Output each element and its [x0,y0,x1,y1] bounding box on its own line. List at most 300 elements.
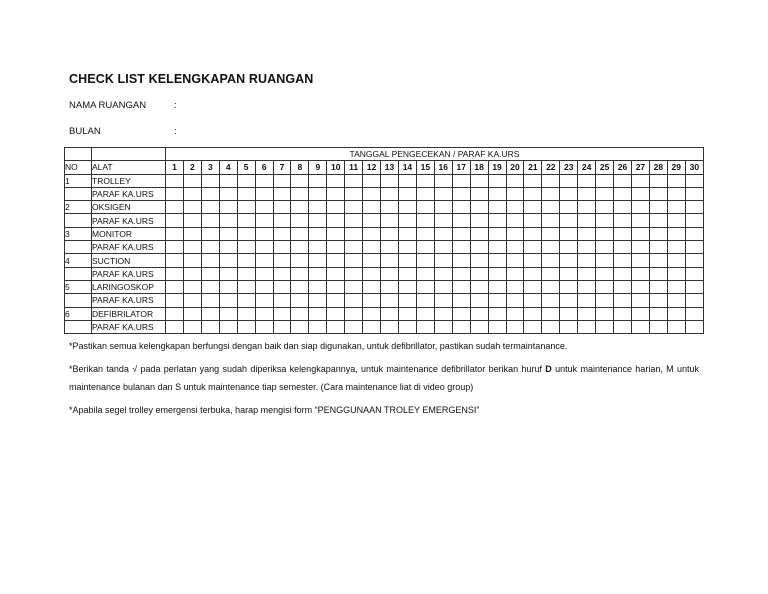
check-cell[interactable] [649,201,667,214]
check-cell[interactable] [667,280,685,293]
check-cell[interactable] [381,187,399,200]
check-cell[interactable] [219,254,237,267]
check-cell[interactable] [345,241,363,254]
check-cell[interactable] [416,214,434,227]
check-cell[interactable] [506,267,524,280]
check-cell[interactable] [327,227,345,240]
check-cell[interactable] [578,320,596,333]
check-cell[interactable] [327,320,345,333]
check-cell[interactable] [649,241,667,254]
check-cell[interactable] [488,320,506,333]
check-cell[interactable] [183,307,201,320]
check-cell[interactable] [398,294,416,307]
check-cell[interactable] [667,174,685,187]
check-cell[interactable] [649,254,667,267]
check-cell[interactable] [452,294,470,307]
check-cell[interactable] [255,241,273,254]
check-cell[interactable] [166,254,184,267]
check-cell[interactable] [273,254,291,267]
check-cell[interactable] [506,227,524,240]
check-cell[interactable] [631,227,649,240]
check-cell[interactable] [560,307,578,320]
check-cell[interactable] [596,254,614,267]
check-cell[interactable] [273,320,291,333]
check-cell[interactable] [506,307,524,320]
check-cell[interactable] [667,241,685,254]
check-cell[interactable] [488,174,506,187]
check-cell[interactable] [416,294,434,307]
check-cell[interactable] [309,174,327,187]
check-cell[interactable] [237,294,255,307]
check-cell[interactable] [560,280,578,293]
check-cell[interactable] [219,227,237,240]
check-cell[interactable] [345,214,363,227]
check-cell[interactable] [201,267,219,280]
check-cell[interactable] [166,241,184,254]
check-cell[interactable] [524,320,542,333]
check-cell[interactable] [667,201,685,214]
check-cell[interactable] [166,201,184,214]
check-cell[interactable] [327,254,345,267]
check-cell[interactable] [273,187,291,200]
check-cell[interactable] [273,280,291,293]
check-cell[interactable] [291,294,309,307]
check-cell[interactable] [488,254,506,267]
check-cell[interactable] [524,241,542,254]
check-cell[interactable] [506,241,524,254]
check-cell[interactable] [524,254,542,267]
check-cell[interactable] [398,307,416,320]
check-cell[interactable] [578,294,596,307]
check-cell[interactable] [345,187,363,200]
check-cell[interactable] [201,241,219,254]
check-cell[interactable] [255,187,273,200]
check-cell[interactable] [237,187,255,200]
check-cell[interactable] [614,201,632,214]
check-cell[interactable] [452,174,470,187]
check-cell[interactable] [685,214,703,227]
check-cell[interactable] [255,294,273,307]
check-cell[interactable] [542,214,560,227]
check-cell[interactable] [452,320,470,333]
check-cell[interactable] [273,294,291,307]
check-cell[interactable] [201,307,219,320]
check-cell[interactable] [291,254,309,267]
check-cell[interactable] [345,294,363,307]
check-cell[interactable] [219,267,237,280]
check-cell[interactable] [596,241,614,254]
check-cell[interactable] [309,201,327,214]
check-cell[interactable] [685,174,703,187]
check-cell[interactable] [596,187,614,200]
check-cell[interactable] [470,267,488,280]
check-cell[interactable] [488,294,506,307]
check-cell[interactable] [291,214,309,227]
check-cell[interactable] [416,254,434,267]
check-cell[interactable] [416,201,434,214]
check-cell[interactable] [237,280,255,293]
check-cell[interactable] [506,201,524,214]
check-cell[interactable] [614,187,632,200]
check-cell[interactable] [166,280,184,293]
check-cell[interactable] [416,241,434,254]
check-cell[interactable] [291,201,309,214]
check-cell[interactable] [452,267,470,280]
check-cell[interactable] [542,307,560,320]
check-cell[interactable] [649,267,667,280]
check-cell[interactable] [183,201,201,214]
check-cell[interactable] [381,267,399,280]
check-cell[interactable] [631,267,649,280]
check-cell[interactable] [434,174,452,187]
check-cell[interactable] [614,294,632,307]
check-cell[interactable] [596,267,614,280]
check-cell[interactable] [201,174,219,187]
check-cell[interactable] [631,187,649,200]
check-cell[interactable] [596,280,614,293]
check-cell[interactable] [166,187,184,200]
check-cell[interactable] [219,214,237,227]
check-cell[interactable] [542,227,560,240]
check-cell[interactable] [327,280,345,293]
check-cell[interactable] [685,280,703,293]
check-cell[interactable] [560,241,578,254]
check-cell[interactable] [578,227,596,240]
check-cell[interactable] [506,187,524,200]
check-cell[interactable] [416,227,434,240]
check-cell[interactable] [219,280,237,293]
check-cell[interactable] [685,227,703,240]
check-cell[interactable] [524,214,542,227]
check-cell[interactable] [273,241,291,254]
check-cell[interactable] [363,214,381,227]
check-cell[interactable] [381,307,399,320]
check-cell[interactable] [237,214,255,227]
check-cell[interactable] [452,201,470,214]
check-cell[interactable] [327,201,345,214]
check-cell[interactable] [470,174,488,187]
check-cell[interactable] [255,227,273,240]
check-cell[interactable] [560,227,578,240]
check-cell[interactable] [434,307,452,320]
check-cell[interactable] [309,254,327,267]
check-cell[interactable] [685,254,703,267]
check-cell[interactable] [183,254,201,267]
check-cell[interactable] [273,227,291,240]
check-cell[interactable] [488,187,506,200]
check-cell[interactable] [381,201,399,214]
check-cell[interactable] [398,320,416,333]
check-cell[interactable] [201,227,219,240]
check-cell[interactable] [416,307,434,320]
check-cell[interactable] [524,227,542,240]
check-cell[interactable] [219,307,237,320]
check-cell[interactable] [416,280,434,293]
check-cell[interactable] [649,294,667,307]
check-cell[interactable] [309,267,327,280]
check-cell[interactable] [183,187,201,200]
check-cell[interactable] [667,254,685,267]
check-cell[interactable] [524,307,542,320]
check-cell[interactable] [649,214,667,227]
check-cell[interactable] [434,280,452,293]
check-cell[interactable] [219,174,237,187]
check-cell[interactable] [667,267,685,280]
check-cell[interactable] [381,174,399,187]
check-cell[interactable] [685,320,703,333]
check-cell[interactable] [363,294,381,307]
check-cell[interactable] [327,214,345,227]
check-cell[interactable] [309,227,327,240]
check-cell[interactable] [506,254,524,267]
check-cell[interactable] [578,280,596,293]
check-cell[interactable] [452,214,470,227]
check-cell[interactable] [398,201,416,214]
check-cell[interactable] [166,174,184,187]
check-cell[interactable] [183,214,201,227]
check-cell[interactable] [363,267,381,280]
check-cell[interactable] [398,214,416,227]
check-cell[interactable] [381,241,399,254]
check-cell[interactable] [488,201,506,214]
check-cell[interactable] [381,280,399,293]
check-cell[interactable] [560,187,578,200]
check-cell[interactable] [631,307,649,320]
check-cell[interactable] [273,214,291,227]
check-cell[interactable] [273,267,291,280]
check-cell[interactable] [309,187,327,200]
check-cell[interactable] [542,241,560,254]
check-cell[interactable] [201,187,219,200]
check-cell[interactable] [291,267,309,280]
check-cell[interactable] [470,187,488,200]
check-cell[interactable] [345,320,363,333]
check-cell[interactable] [237,320,255,333]
check-cell[interactable] [596,294,614,307]
check-cell[interactable] [542,267,560,280]
check-cell[interactable] [255,280,273,293]
check-cell[interactable] [631,320,649,333]
check-cell[interactable] [363,254,381,267]
check-cell[interactable] [434,254,452,267]
check-cell[interactable] [452,241,470,254]
check-cell[interactable] [542,294,560,307]
check-cell[interactable] [166,214,184,227]
check-cell[interactable] [506,280,524,293]
check-cell[interactable] [452,254,470,267]
check-cell[interactable] [614,307,632,320]
check-cell[interactable] [506,294,524,307]
check-cell[interactable] [345,254,363,267]
check-cell[interactable] [291,307,309,320]
check-cell[interactable] [273,307,291,320]
check-cell[interactable] [506,174,524,187]
check-cell[interactable] [201,201,219,214]
check-cell[interactable] [596,320,614,333]
check-cell[interactable] [201,280,219,293]
check-cell[interactable] [434,187,452,200]
check-cell[interactable] [524,267,542,280]
check-cell[interactable] [166,294,184,307]
check-cell[interactable] [470,214,488,227]
check-cell[interactable] [166,307,184,320]
check-cell[interactable] [685,187,703,200]
check-cell[interactable] [506,320,524,333]
check-cell[interactable] [488,241,506,254]
check-cell[interactable] [345,280,363,293]
check-cell[interactable] [667,307,685,320]
check-cell[interactable] [452,307,470,320]
check-cell[interactable] [219,241,237,254]
check-cell[interactable] [237,174,255,187]
check-cell[interactable] [166,320,184,333]
check-cell[interactable] [237,201,255,214]
check-cell[interactable] [614,214,632,227]
check-cell[interactable] [542,320,560,333]
check-cell[interactable] [452,187,470,200]
check-cell[interactable] [183,174,201,187]
check-cell[interactable] [434,320,452,333]
check-cell[interactable] [255,267,273,280]
check-cell[interactable] [614,267,632,280]
check-cell[interactable] [363,201,381,214]
check-cell[interactable] [363,280,381,293]
check-cell[interactable] [309,294,327,307]
check-cell[interactable] [596,174,614,187]
check-cell[interactable] [470,280,488,293]
check-cell[interactable] [327,267,345,280]
check-cell[interactable] [614,241,632,254]
check-cell[interactable] [452,227,470,240]
check-cell[interactable] [685,241,703,254]
check-cell[interactable] [363,187,381,200]
check-cell[interactable] [255,174,273,187]
check-cell[interactable] [649,280,667,293]
check-cell[interactable] [398,241,416,254]
check-cell[interactable] [416,187,434,200]
check-cell[interactable] [416,174,434,187]
check-cell[interactable] [183,227,201,240]
check-cell[interactable] [596,214,614,227]
check-cell[interactable] [309,307,327,320]
check-cell[interactable] [614,254,632,267]
check-cell[interactable] [667,294,685,307]
check-cell[interactable] [183,320,201,333]
check-cell[interactable] [524,280,542,293]
check-cell[interactable] [255,254,273,267]
check-cell[interactable] [398,187,416,200]
check-cell[interactable] [201,254,219,267]
check-cell[interactable] [560,214,578,227]
check-cell[interactable] [578,174,596,187]
check-cell[interactable] [345,267,363,280]
check-cell[interactable] [219,187,237,200]
check-cell[interactable] [166,267,184,280]
check-cell[interactable] [381,254,399,267]
check-cell[interactable] [183,294,201,307]
check-cell[interactable] [560,320,578,333]
check-cell[interactable] [614,174,632,187]
check-cell[interactable] [578,187,596,200]
check-cell[interactable] [237,307,255,320]
check-cell[interactable] [434,241,452,254]
check-cell[interactable] [398,280,416,293]
check-cell[interactable] [309,280,327,293]
check-cell[interactable] [631,174,649,187]
check-cell[interactable] [345,227,363,240]
check-cell[interactable] [560,294,578,307]
check-cell[interactable] [398,267,416,280]
check-cell[interactable] [363,307,381,320]
check-cell[interactable] [488,214,506,227]
check-cell[interactable] [183,241,201,254]
check-cell[interactable] [327,174,345,187]
check-cell[interactable] [237,227,255,240]
check-cell[interactable] [578,214,596,227]
check-cell[interactable] [398,254,416,267]
check-cell[interactable] [309,241,327,254]
check-cell[interactable] [363,227,381,240]
check-cell[interactable] [309,214,327,227]
check-cell[interactable] [560,254,578,267]
check-cell[interactable] [255,320,273,333]
check-cell[interactable] [578,307,596,320]
check-cell[interactable] [345,201,363,214]
check-cell[interactable] [398,227,416,240]
check-cell[interactable] [470,307,488,320]
check-cell[interactable] [381,294,399,307]
check-cell[interactable] [631,294,649,307]
check-cell[interactable] [291,227,309,240]
check-cell[interactable] [416,267,434,280]
check-cell[interactable] [631,241,649,254]
check-cell[interactable] [685,267,703,280]
check-cell[interactable] [596,227,614,240]
check-cell[interactable] [542,201,560,214]
check-cell[interactable] [524,201,542,214]
check-cell[interactable] [273,201,291,214]
check-cell[interactable] [273,174,291,187]
check-cell[interactable] [434,267,452,280]
check-cell[interactable] [506,214,524,227]
check-cell[interactable] [667,320,685,333]
check-cell[interactable] [488,280,506,293]
check-cell[interactable] [578,254,596,267]
check-cell[interactable] [398,174,416,187]
check-cell[interactable] [649,307,667,320]
check-cell[interactable] [416,320,434,333]
check-cell[interactable] [614,280,632,293]
check-cell[interactable] [434,201,452,214]
check-cell[interactable] [685,201,703,214]
check-cell[interactable] [363,320,381,333]
check-cell[interactable] [649,187,667,200]
check-cell[interactable] [542,187,560,200]
check-cell[interactable] [291,320,309,333]
check-cell[interactable] [434,294,452,307]
check-cell[interactable] [291,280,309,293]
check-cell[interactable] [667,227,685,240]
check-cell[interactable] [201,214,219,227]
check-cell[interactable] [470,320,488,333]
check-cell[interactable] [667,214,685,227]
check-cell[interactable] [183,267,201,280]
check-cell[interactable] [452,280,470,293]
check-cell[interactable] [434,227,452,240]
check-cell[interactable] [255,201,273,214]
check-cell[interactable] [470,201,488,214]
check-cell[interactable] [488,307,506,320]
